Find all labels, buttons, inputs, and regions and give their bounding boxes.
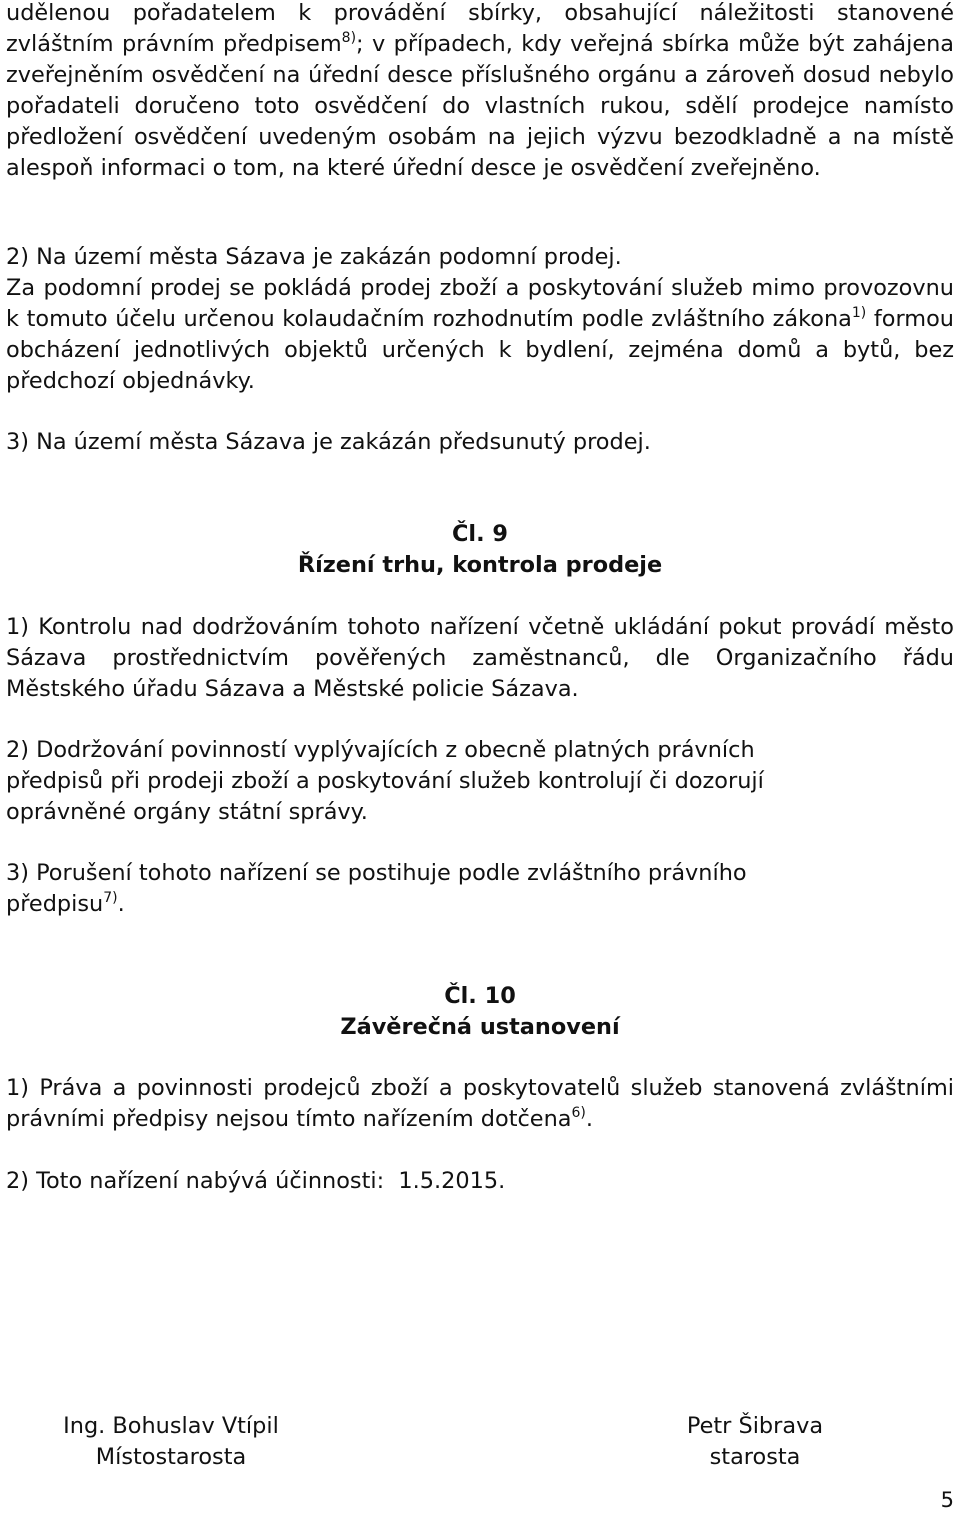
art9-p3-line2 bbox=[6, 889, 954, 920]
art9-p1: 1) Kontrolu nad dodržováním tohoto nařízení včetně ukládání pokut provádí město Sázava prostřednictvím pověřených zaměstnanců, dle Organizačního řádu Městského úřadu Sázava a Městské policie Sázava. bbox=[6, 614, 954, 702]
art9-p3-end: . bbox=[117, 891, 125, 917]
art9-p3-line1: 3) Porušení tohoto nařízení se postihuje podle zvláštního právního bbox=[6, 860, 747, 886]
art10-number: Čl. 10 bbox=[444, 983, 516, 1009]
footnote-ref-1: 1) bbox=[851, 304, 867, 321]
document-page bbox=[6, 0, 954, 1515]
art8-p2-text-b: formou obcházení jednotlivých objektů určených k bydlení, zejména domů a bytů, bez předchozí objednávky. bbox=[6, 306, 954, 394]
signature-left-name: Ing. Bohuslav Vtípil bbox=[63, 1413, 279, 1439]
art9-p2-line2: předpisů při prodeji zboží a poskytování služeb kontrolují či dozorují bbox=[6, 768, 764, 794]
art9-title: Řízení trhu, kontrola prodeje bbox=[297, 552, 663, 578]
art9-number: Čl. 9 bbox=[452, 521, 508, 547]
art10-p1-text: 1) Práva a povinnosti prodejců zboží a poskytovatelů služeb stanovená zvláštními právními předpisy nejsou tímto nařízením dotčena bbox=[6, 1075, 954, 1132]
signature-right-role: starosta bbox=[709, 1444, 801, 1470]
art9-p2-line1: 2) Dodržování povinností vyplývajících z obecně platných právních bbox=[6, 737, 755, 763]
art10-p1-end: . bbox=[585, 1106, 593, 1132]
signature-right-name: Petr Šibrava bbox=[686, 1413, 824, 1439]
art10-p2: 2) Toto nařízení nabývá účinnosti: 1.5.2015. bbox=[6, 1168, 506, 1194]
intro-text-b: ; v případech, kdy veřejná sbírka může být zahájena zveřejněním osvědčení na úřední desce příslušného orgánu a zároveň dosud nebylo pořadateli doručeno toto osvědčení do vlastních rukou, sdělí prodejce namísto předložení osvědčení uvedeným osobám na jejich výzvu bezodkladně a na místě alespoň informaci o tom, na které úřední desce je osvědčení zveřejněno. bbox=[6, 31, 955, 181]
art8-p2-text-a: Za podomní prodej se pokládá prodej zboží a poskytování služeb mimo provozovnu k tomuto účelu určenou kolaudačním rozhodnutím podle zvláštního zákona bbox=[6, 275, 954, 332]
footnote-ref-6: 6) bbox=[571, 1104, 586, 1121]
art8-p2-line1: 2) Na území města Sázava je zakázán podomní prodej. bbox=[6, 244, 622, 270]
page-number: 5 bbox=[940, 1488, 954, 1512]
art9-p3-text: předpisu bbox=[6, 891, 104, 917]
signature-right bbox=[620, 1411, 890, 1473]
signature-left-role: Místostarosta bbox=[95, 1444, 247, 1470]
footnote-ref-8: 8) bbox=[341, 29, 357, 46]
art10-title: Závěrečná ustanovení bbox=[340, 1014, 620, 1040]
art8-p3: 3) Na území města Sázava je zakázán předsunutý prodej. bbox=[6, 429, 651, 455]
intro-paragraph bbox=[6, 0, 954, 184]
art9-p2-line3: oprávněné orgány státní správy. bbox=[6, 799, 368, 825]
art10-p1 bbox=[6, 1073, 954, 1135]
art8-p2-paragraph bbox=[6, 273, 954, 397]
footnote-ref-7: 7) bbox=[103, 889, 118, 906]
intro-text-a: udělenou pořadatelem k provádění sbírky, obsahující náležitosti stanovené zvláštním právním předpisem bbox=[6, 0, 954, 57]
signature-left bbox=[6, 1411, 336, 1473]
